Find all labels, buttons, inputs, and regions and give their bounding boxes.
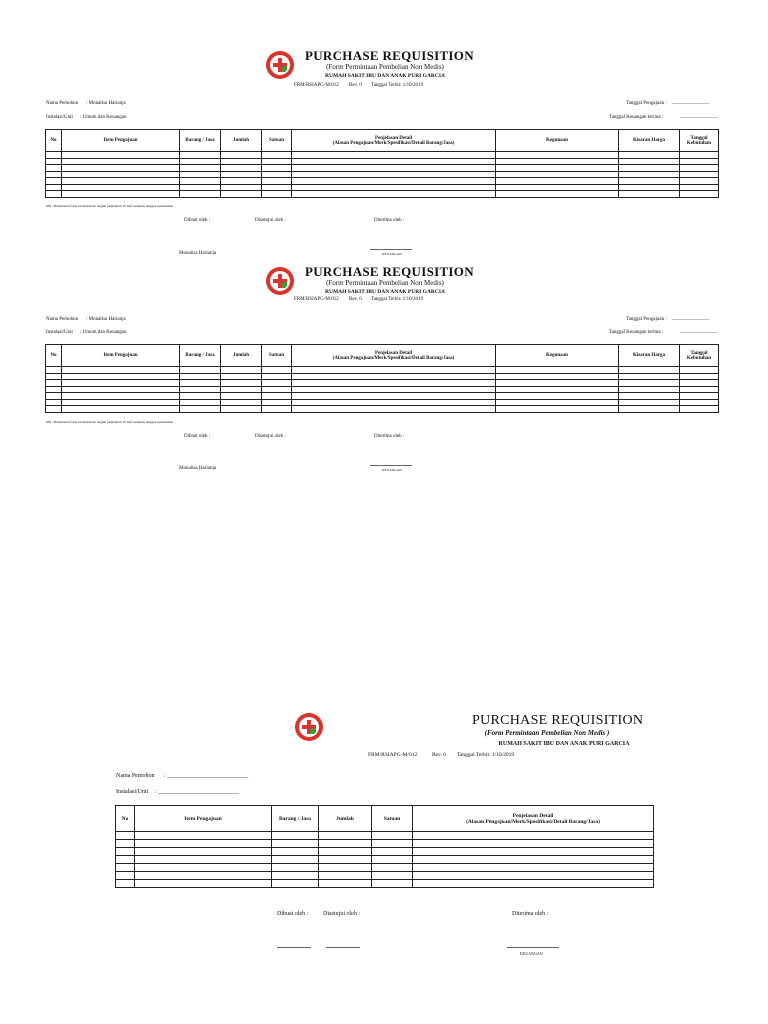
made-by-label: Dibuat oleh :: [277, 911, 309, 917]
form-subtitle: (Form Permintaan Pembelian Non Medis ): [484, 729, 610, 737]
unit-label: Instalasi/Unit: [46, 330, 73, 335]
form-title: PURCHASE REQUISITION: [305, 264, 474, 279]
table-row[interactable]: [116, 872, 654, 880]
hospital-logo: [266, 267, 294, 295]
col-usage: Kegunaan: [496, 345, 619, 367]
col-qty: Jumlah: [319, 806, 372, 832]
request-date-field[interactable]: _______________: [672, 316, 710, 321]
table-row[interactable]: [46, 191, 719, 198]
requester-value: : Monalisa Harianja: [86, 317, 126, 322]
finance-label: KEUANGAN: [382, 468, 402, 472]
received-by-label: Diterima oleh :: [512, 911, 549, 917]
form-note: NB : Permintaan form ini masuk ke bagian pembelian 10 hari sebelum tanggal pemenuhan: [46, 204, 174, 208]
approver-signature-line: [326, 947, 360, 948]
form-subtitle: (Form Permintaan Pembelian Non Medis): [326, 63, 444, 71]
col-type: Barang / Jasa: [180, 345, 221, 367]
requisition-table: [45, 344, 719, 413]
table-row[interactable]: [116, 832, 654, 840]
made-by-label: Dibuat oleh :: [184, 218, 211, 223]
unit-label: Instalasi/Unit: [116, 789, 149, 795]
col-type: Barang / Jasa: [180, 130, 221, 152]
approved-by-label: Disetujui oleh :: [323, 911, 360, 917]
col-need-date: Tanggal Kebutuhan: [680, 345, 719, 367]
doc-code: FRM/RSIAPG-M/012: [368, 752, 418, 758]
request-date-label: Tanggal Pengajuan :: [626, 101, 667, 106]
purchase-requisition-form-2: [0, 216, 768, 481]
finance-signature-line: [507, 947, 559, 948]
col-qty: Jumlah: [221, 130, 262, 152]
table-row[interactable]: [116, 856, 654, 864]
signer-name: Monalisa Harianja: [179, 251, 217, 256]
col-no: No: [46, 130, 62, 152]
col-usage: Kegunaan: [496, 130, 619, 152]
signer-name: Monalisa Harianja: [179, 466, 217, 471]
requisition-table: [45, 129, 719, 198]
revision: Rev. 0: [349, 297, 362, 302]
table-row[interactable]: [46, 406, 719, 413]
received-by-label: Diterima oleh :: [374, 434, 405, 439]
hospital-logo: [295, 713, 323, 741]
unit-label: Instalasi/Unit: [46, 115, 73, 120]
hospital-name: RUMAH SAKIT IBU DAN ANAK PURI GARCIA: [325, 73, 445, 79]
unit-value: : Umum dan Keuangan: [80, 115, 127, 120]
maker-signature-line: [277, 947, 311, 948]
col-price: Kisaran Harga: [619, 345, 680, 367]
col-no: No: [116, 806, 135, 832]
form-title: PURCHASE REQUISITION: [472, 713, 644, 728]
requisition-table: [115, 805, 654, 888]
unit-value: : Umum dan Keuangan: [80, 330, 127, 335]
col-detail: Penjelasan Detail (Alasan Pengajuan/Merk/Spesifikasi/Detail Barang/Jasa): [292, 130, 496, 152]
col-unit: Satuan: [372, 806, 413, 832]
requester-label: Nama Pemohon: [46, 317, 79, 322]
unit-field[interactable]: : ___________________________: [155, 789, 240, 795]
col-type: Barang / Jasa: [272, 806, 319, 832]
hospital-name: RUMAH SAKIT IBU DAN ANAK PURI GARCIA: [498, 741, 630, 747]
col-price: Kisaran Harga: [619, 130, 680, 152]
purchase-requisition-form-3: [0, 690, 768, 990]
finance-date-label: Tanggal Keuangan terima :: [609, 115, 664, 120]
request-date-field[interactable]: _______________: [672, 100, 710, 105]
col-need-date: Tanggal Kebutuhan: [680, 130, 719, 152]
col-no: No: [46, 345, 62, 367]
revision: Rev. 0: [349, 83, 362, 88]
requester-label: Nama Pemohon: [116, 773, 155, 779]
form-title: PURCHASE REQUISITION: [305, 48, 474, 63]
finance-label: KEUANGAN: [520, 951, 543, 956]
table-row[interactable]: [116, 864, 654, 872]
revision: Rev. 0: [432, 752, 447, 758]
col-item: Item Pengajuan: [62, 345, 180, 367]
form-subtitle: (Form Permintaan Pembelian Non Medis): [326, 279, 444, 287]
issued-date: Tanggal Terbit: 1/10/2019: [371, 83, 423, 88]
col-unit: Satuan: [262, 130, 292, 152]
requester-field[interactable]: : ___________________________: [164, 773, 249, 779]
col-qty: Jumlah: [221, 345, 262, 367]
approved-by-label: Disetujui oleh :: [255, 434, 286, 439]
finance-signature-line: [370, 465, 412, 466]
hospital-logo: [266, 51, 294, 79]
col-item: Item Pengajuan: [62, 130, 180, 152]
requester-value: : Monalisa Harianja: [86, 101, 126, 106]
form-note: NB : Permintaan form ini masuk ke bagian pembelian 10 hari sebelum tanggal pemenuhan: [46, 420, 174, 424]
request-date-label: Tanggal Pengajuan :: [626, 317, 667, 322]
col-detail: Penjelasan Detail (Alasan Pengajuan/Merk/Spesifikasi/Detail Barang/Jasa): [413, 806, 654, 832]
doc-code: FRM/RSIAPG-M/012: [294, 297, 339, 302]
hospital-name: RUMAH SAKIT IBU DAN ANAK PURI GARCIA: [325, 289, 445, 295]
doc-code: FRM/RSIAPG-M/012: [294, 83, 339, 88]
issued-date: Tanggal Terbit: 1/10/2019: [457, 752, 515, 758]
table-row[interactable]: [116, 840, 654, 848]
issued-date: Tanggal Terbit: 1/10/2019: [371, 297, 423, 302]
made-by-label: Dibuat oleh :: [184, 434, 211, 439]
finance-date-field[interactable]: _______________: [680, 329, 718, 334]
table-row[interactable]: [116, 880, 654, 888]
col-item: Item Pengajuan: [135, 806, 272, 832]
approved-by-label: Disetujui oleh :: [255, 218, 286, 223]
requester-label: Nama Pemohon: [46, 101, 79, 106]
finance-date-label: Tanggal Keuangan terima :: [609, 330, 664, 335]
col-unit: Satuan: [262, 345, 292, 367]
col-detail: Penjelasan Detail (Alasan Pengajuan/Merk/Spesifikasi/Detail Barang/Jasa): [292, 345, 496, 367]
received-by-label: Diterima oleh :: [374, 218, 405, 223]
finance-label: KEUANGAN: [382, 252, 402, 256]
finance-date-field[interactable]: _______________: [680, 114, 718, 119]
table-row[interactable]: [116, 848, 654, 856]
